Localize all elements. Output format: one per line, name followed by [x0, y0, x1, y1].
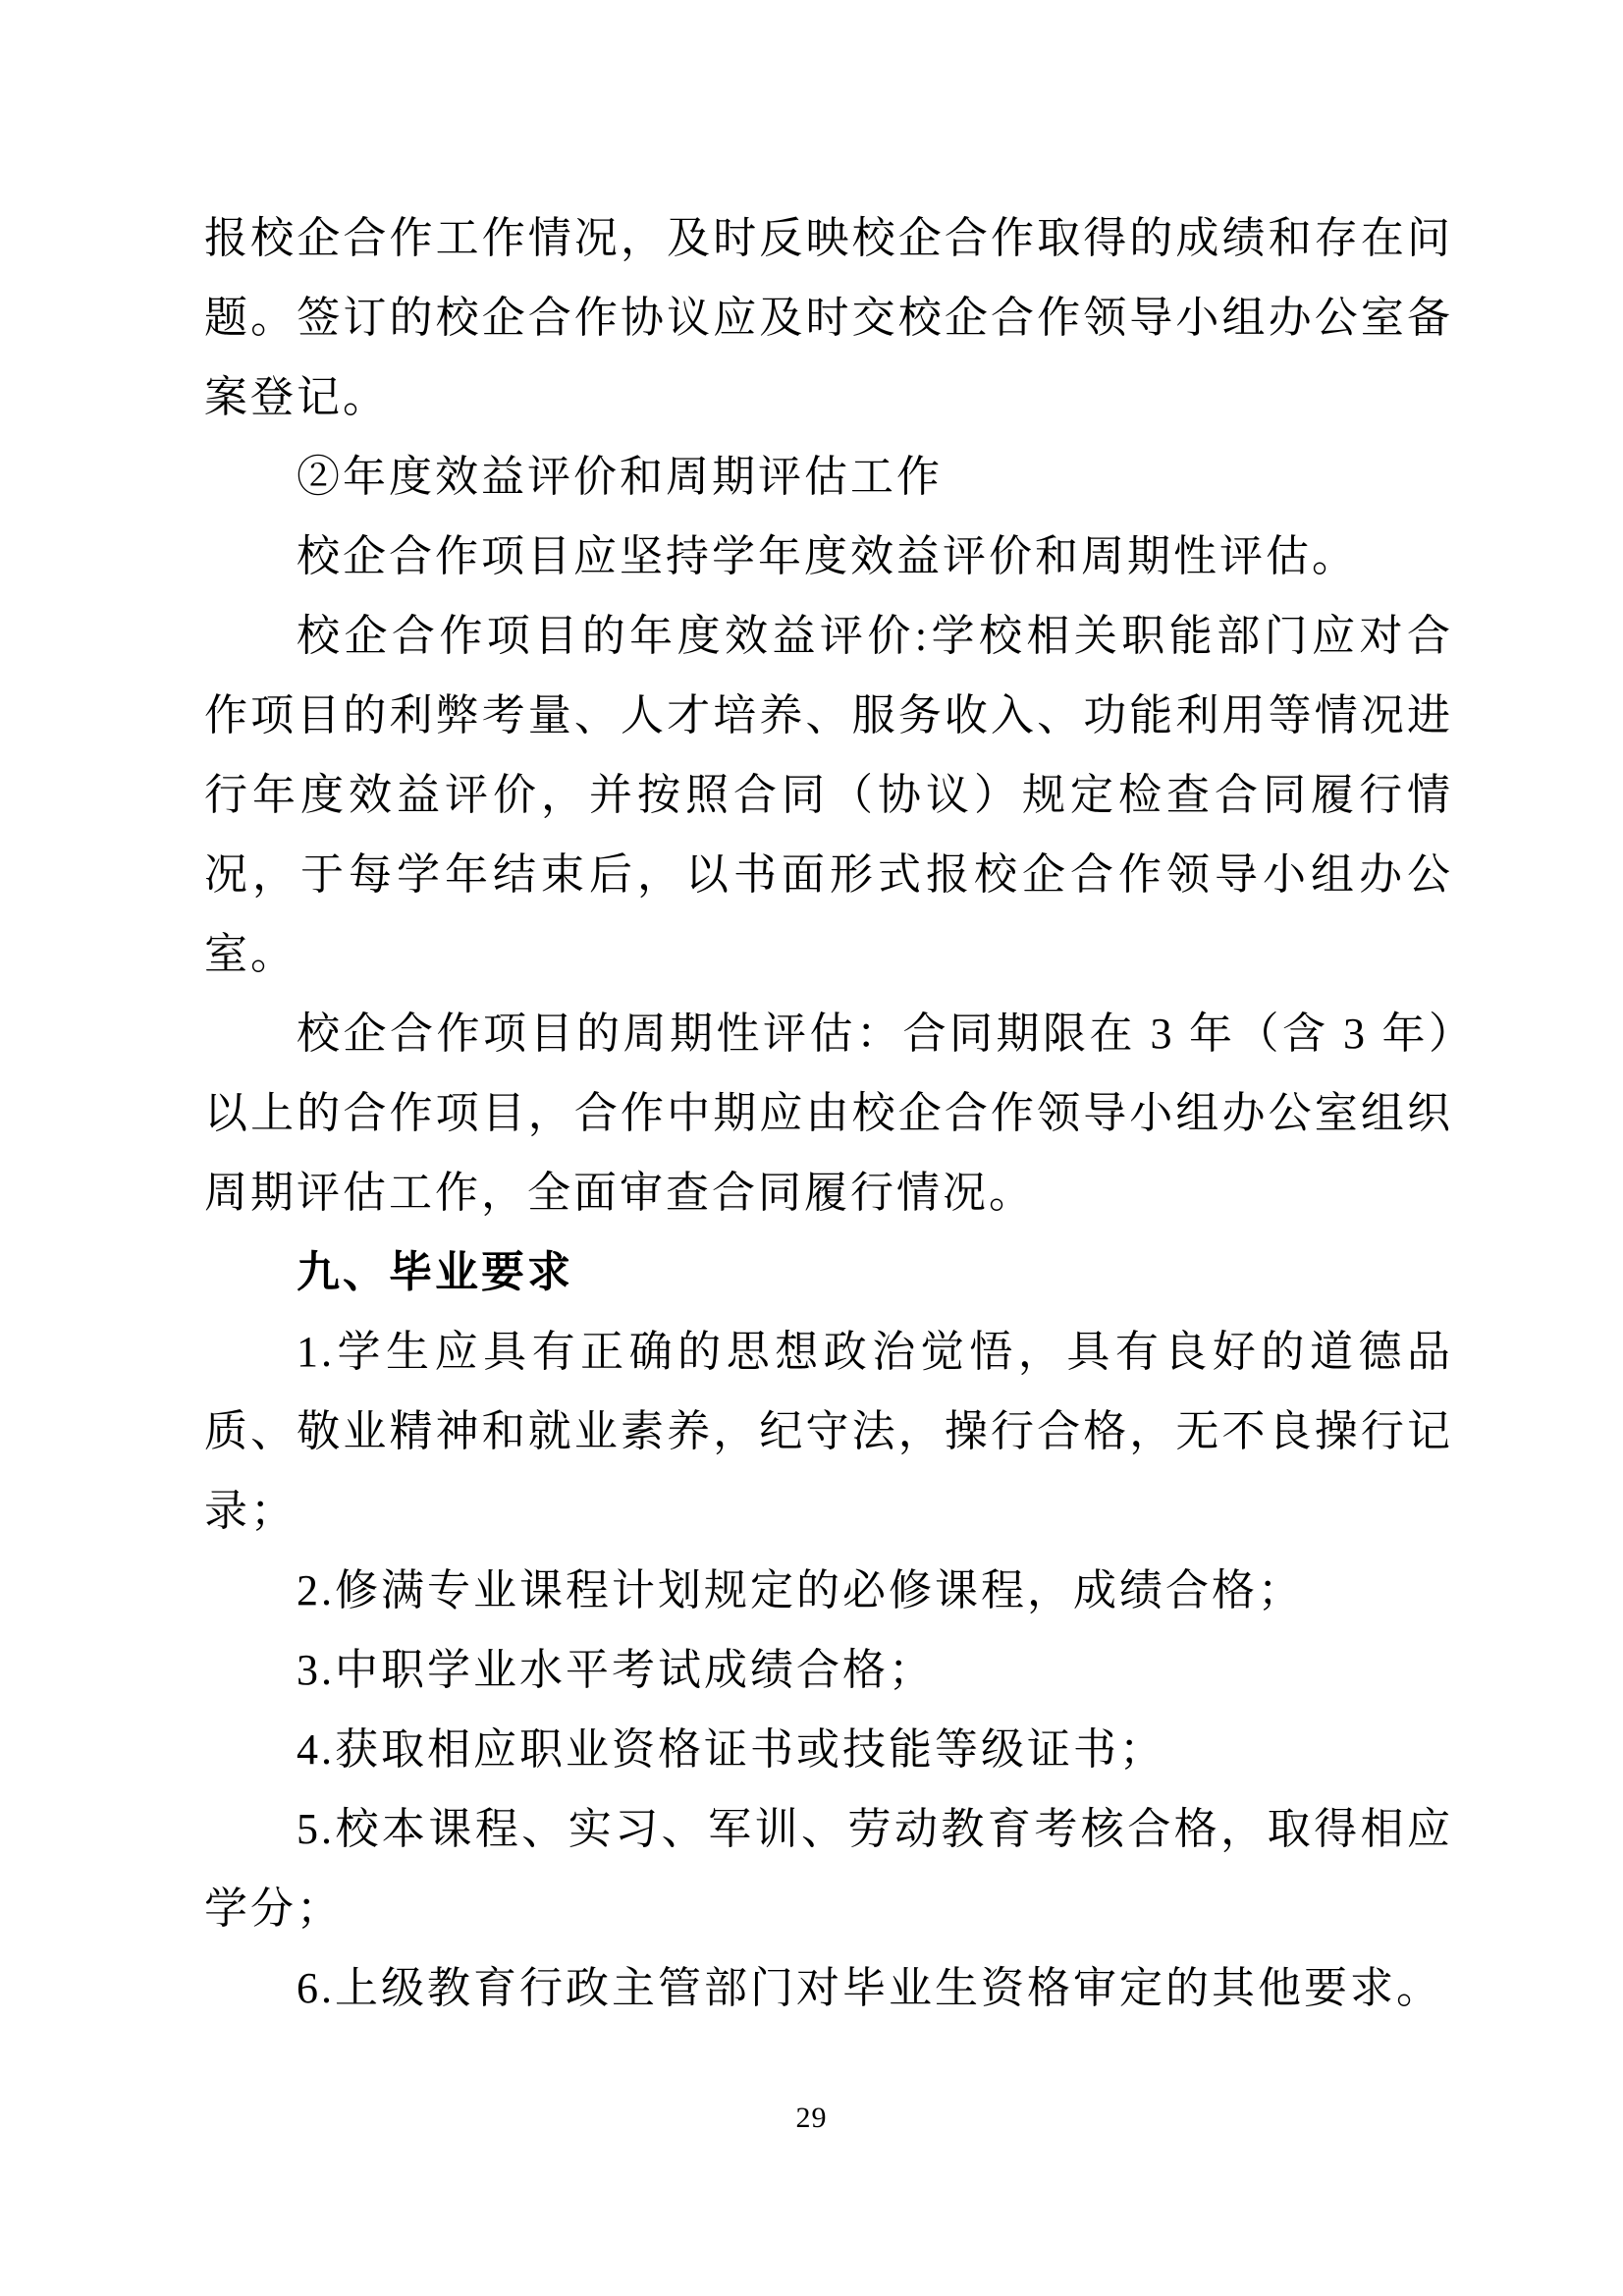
- requirement-item-3: 3.中职学业水平考试成绩合格；: [297, 1646, 935, 1694]
- requirement-item-5: 5.校本课程、实习、军训、劳动教育考核合格，取得相应学分；: [204, 1805, 1453, 1933]
- requirement-item-1: 1.学生应具有正确的思想政治觉悟，具有良好的道德品质、敬业精神和就业素养，纪守法，操行合格，无不良操行记录；: [204, 1328, 1453, 1535]
- paragraph-evaluation-principle: 校企合作项目应坚持学年度效益评价和周期性评估。: [297, 532, 1358, 580]
- paragraph-periodic-assessment: 校企合作项目的周期性评估：合同期限在 3 年（含 3 年）以上的合作项目，合作中期应由校企合作领导小组办公室组织周期评估工作，全面审查合同履行情况。: [204, 1010, 1453, 1217]
- requirement-item-4: 4.获取相应职业资格证书或技能等级证书；: [297, 1725, 1165, 1774]
- paragraph-annual-evaluation-subheading: ②年度效益评价和周期评估工作: [297, 453, 943, 501]
- paragraph-cooperation-report-continuation: 报校企合作工作情况，及时反映校企合作取得的成绩和存在问题。签订的校企合作协议应及时交校企合作领导小组办公室备案登记。: [204, 214, 1453, 421]
- page-number: 29: [795, 2102, 828, 2134]
- requirement-item-2: 2.修满专业课程计划规定的必修课程，成绩合格；: [297, 1566, 1304, 1614]
- page-content: [204, 198, 1453, 2028]
- paragraph-annual-benefit-evaluation: 校企合作项目的年度效益评价:学校相关职能部门应对合作项目的利弊考量、人才培养、服务收入、功能利用等情况进行年度效益评价，并按照合同（协议）规定检查合同履行情况，于每学年结束后，以书面形式报校企合作领导小组办公室。: [204, 612, 1453, 978]
- section-heading-graduation-requirements: 九、毕业要求: [297, 1248, 573, 1296]
- requirement-item-6: 6.上级教育行政主管部门对毕业生资格审定的其他要求。: [297, 1964, 1442, 2012]
